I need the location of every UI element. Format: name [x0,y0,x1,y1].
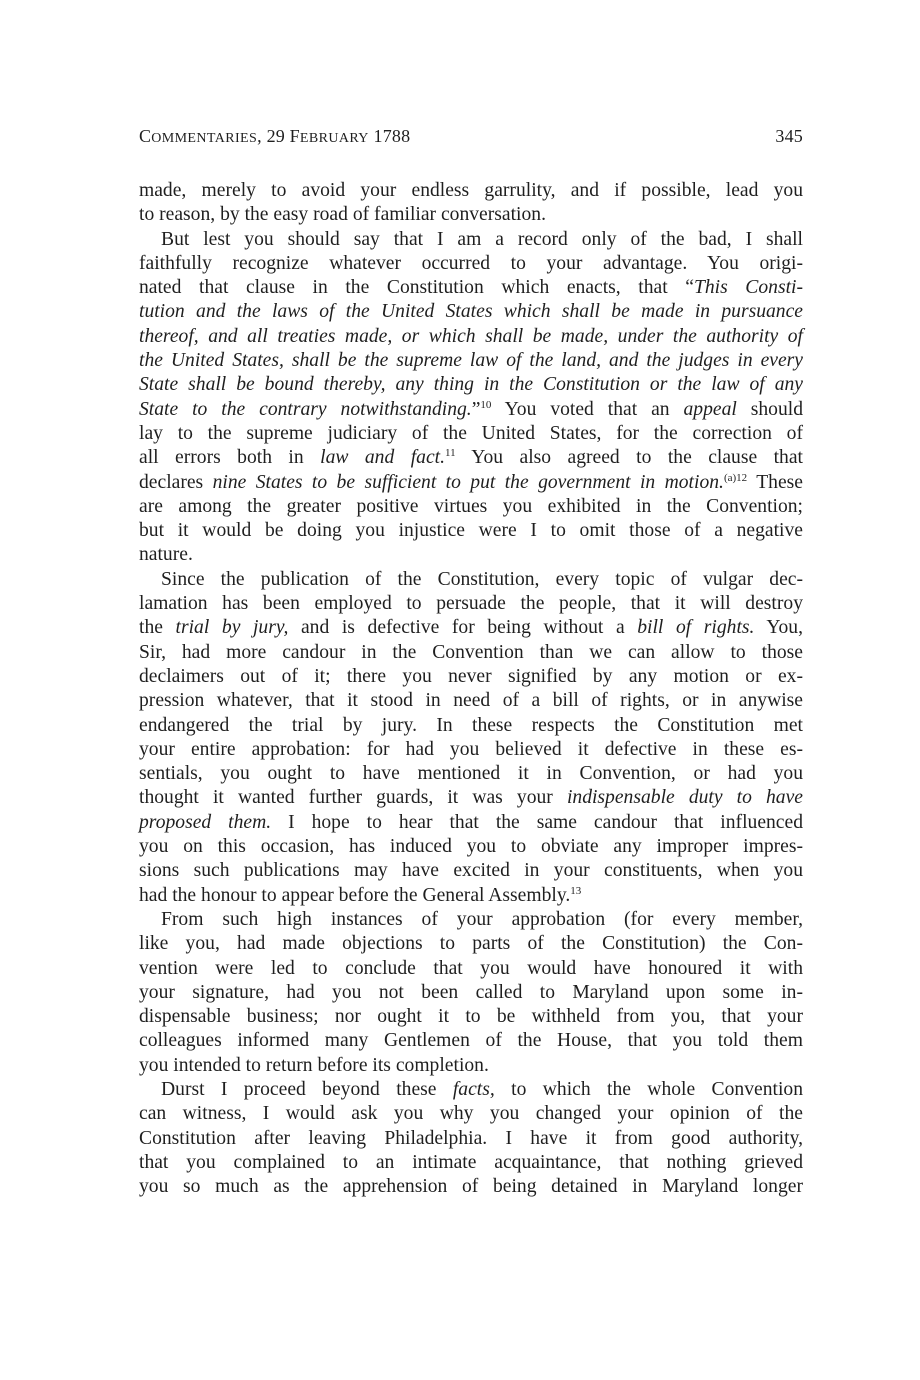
text-line: had the honour to appear before the General Assembly.$^{13}$ [139,884,582,906]
footnote-marker: 11 [444,447,456,460]
text-line: faithfully recognize whatever occurred to your advantage. You origi- [139,252,803,274]
text-line: that you complained to an intimate acquaintance, that nothing grieved [139,1151,803,1173]
footnote-marker: (a)12 [723,471,748,484]
text-line: pression whatever, that it stood in need of a bill of rights, or in anywise [139,690,803,712]
text-line: Sir, had more candour in the Convention than we can allow to those [139,641,803,663]
text-line: colleagues informed many Gentlemen of the House, that you told them [139,1030,803,1052]
text-line: From such high instances of your approbation (for every member, [161,908,803,930]
text-line: sions such publications may have excited in your constituents, when you [139,860,803,882]
running-head [139,126,803,154]
text-line: your entire approbation: for had you believed it defective in these es- [139,738,803,760]
text-line: you intended to return before its completion. [139,1054,489,1076]
body-text [139,179,803,1199]
text-line: to reason, by the easy road of familiar conversation. [139,204,546,226]
text-line: all errors both in law and fact.$^{11}$ You also agreed to the clause that [139,447,803,469]
paragraph-4 [139,908,803,1078]
text-line: State to the contrary notwithstanding.”$^{10}$ You voted that an appeal should [139,398,804,420]
text-line: tution and the laws of the United States which shall be made in pursuance [139,301,803,323]
text-line: nature. [139,544,193,566]
text-line: endangered the trial by jury. In these respects the Constitution met [139,714,803,736]
footnote-marker: 13 [570,884,582,897]
text-line: Durst I proceed beyond these facts, to which the whole Convention [161,1078,803,1100]
text-line: vention were led to conclude that you would have honoured it with [139,957,803,979]
text-line: Constitution after leaving Philadelphia. I have it from good authority, [139,1127,803,1149]
paragraph-1 [139,179,803,228]
text-line: Since the publication of the Constitution, every topic of vulgar dec- [161,568,803,590]
text-line: But lest you should say that I am a record only of the bad, I shall [161,228,803,250]
text-line: declaimers out of it; there you never signified by any motion or ex- [139,665,803,687]
text-line: made, merely to avoid your endless garrulity, and if possible, lead you [139,180,803,201]
text-line: lamation has been employed to persuade the people, that it will destroy [139,593,803,615]
text-line: thereof, and all treaties made, or which shall be made, under the authority of [139,325,803,347]
footnote-marker: 10 [480,398,492,411]
paragraph-3 [139,568,803,908]
text-line: sentials, you ought to have mentioned it in Convention, or had you [139,763,803,785]
text-line: you so much as the apprehension of being detained in Maryland longer [139,1176,803,1198]
text-line: but it would be doing you injustice were I to omit those of a negative [139,520,803,542]
document-page [139,126,803,1199]
paragraph-2 [139,228,803,568]
page-number: 345 [775,126,803,146]
text-line: proposed them. I hope to hear that the same candour that influenced [139,811,804,833]
text-line: you on this occasion, has induced you to obviate any improper impres- [139,836,803,858]
text-line: the trial by jury, and is defective for being without a bill of rights. You, [139,617,804,639]
text-line: like you, had made objections to parts of the Constitution) the Con- [139,933,803,955]
text-line: declares nine States to be sufficient to put the government in motion.$^{(a)12}$ These [139,471,803,493]
text-line: thought it wanted further guards, it was your indispensable duty to have [139,787,804,809]
paragraph-5 [139,1078,803,1199]
text-line: lay to the supreme judiciary of the United States, for the correction of [139,422,803,444]
text-line: dispensable business; nor ought it to be withheld from you, that your [139,1006,803,1028]
text-line: your signature, had you not been called to Maryland upon some in- [139,981,803,1003]
text-line: are among the greater positive virtues you exhibited in the Convention; [139,495,803,517]
text-line: State shall be bound thereby, any thing in the Constitution or the law of any [139,374,803,396]
text-line: nated that clause in the Constitution which enacts, that “This Consti- [139,277,803,299]
text-line: the United States, shall be the supreme law of the land, and the judges in every [139,350,803,372]
running-head-title: COMMENTARIES, 29 FEBRUARY 1788 [139,126,411,146]
text-line: can witness, I would ask you why you changed your opinion of the [139,1103,803,1125]
